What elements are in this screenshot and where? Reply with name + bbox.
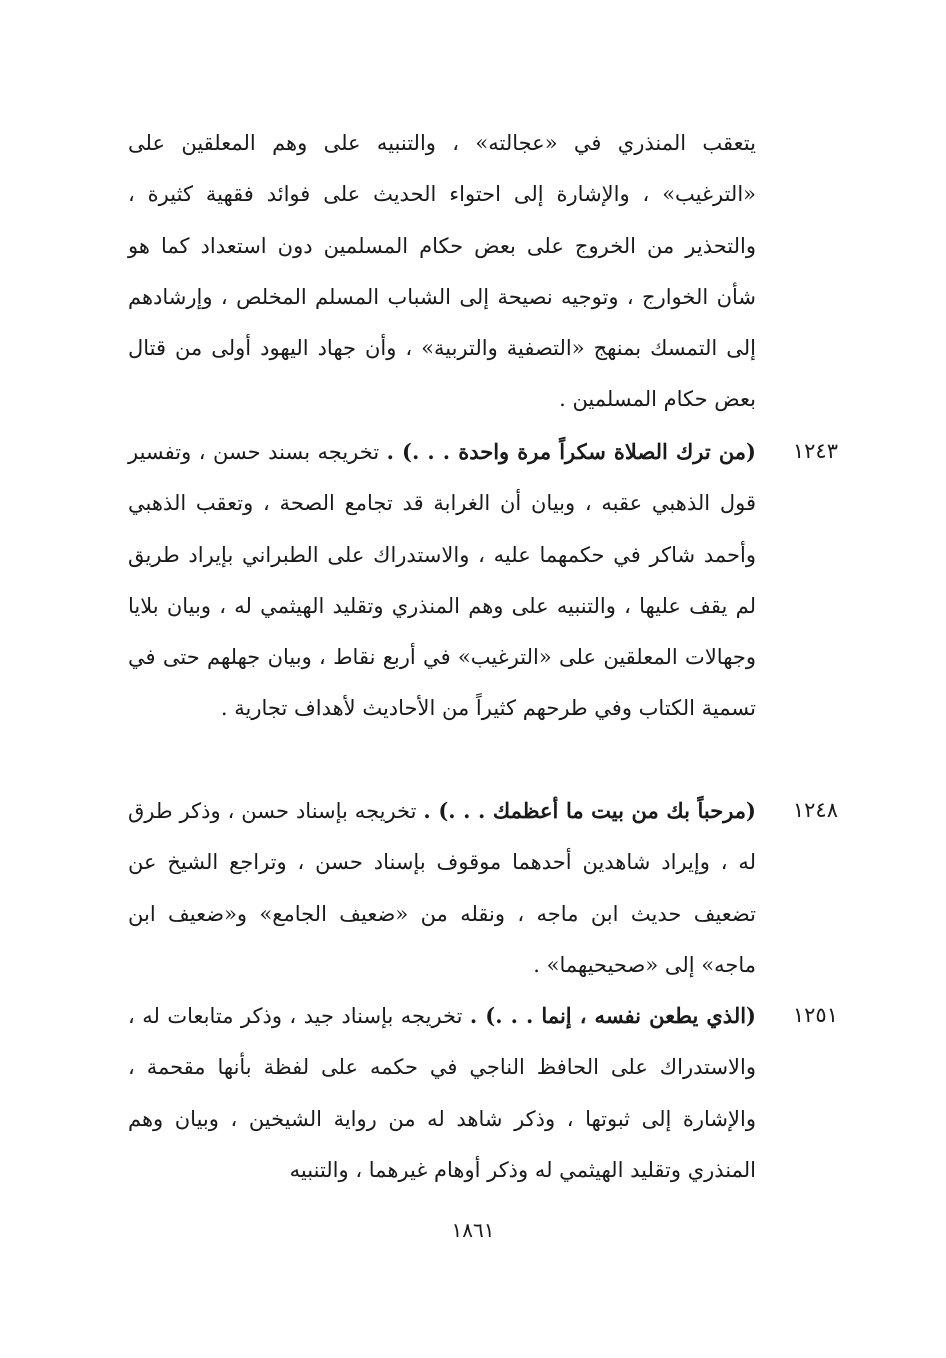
entry-title: (الذي يطعن نفسه ، إنما . . .) . — [469, 1003, 756, 1028]
entry-number: ١٢٤٨ — [792, 798, 838, 822]
entry-title: (من ترك الصلاة سكراً مرة واحدة . . .) . — [386, 439, 756, 464]
entry-title: (مرحباً بك من بيت ما أعظمك . . .) . — [423, 798, 756, 823]
entry-1251 — [128, 990, 838, 1196]
entry-description: تخريجه بإسناد حسن ، وذكر طرق له ، وإيراد شاهدين أحدهما موقوف بإسناد حسن ، وتراجع الشيخ عن تضعيف حديث ابن ماجه ، ونقله من «ضعيف الجامع» و«ضعيف ابن ماجه» إلى «صحيحيهما» . — [128, 799, 756, 977]
entry-number: ١٢٥١ — [792, 1003, 838, 1027]
entry-number: ١٢٤٣ — [792, 439, 838, 463]
entry-description: تخريجه بإسناد جيد ، وذكر متابعات له ، والاستدراك على الحافظ الناجي في حكمه على لفظة بأنها مقحمة ، والإشارة إلى ثبوتها ، وذكر شاهد له من رواية الشيخين ، وبيان وهم المنذري وتقليد الهيثمي له وذكر أوهام غيرهما ، والتنبيه — [128, 1004, 756, 1182]
entry-body — [128, 990, 756, 1196]
entry-body — [128, 785, 756, 991]
page-number: ١٨٦١ — [451, 1218, 495, 1242]
entry-1248 — [128, 785, 838, 991]
intro-paragraph: يتعقب المنذري في «عجالته» ، والتنبيه على وهم المعلقين على «الترغيب» ، والإشارة إلى احتواء الحديث على فوائد فقهية كثيرة ، والتحذير من الخروج على بعض حكام المسلمين دون استعداد كما هو شأن الخوارج ، وتوجيه نصيحة إلى الشباب المسلم المخلص ، وإرشادهم إلى التمسك بمنهج «التصفية والتربية» ، وأن جهاد اليهود أولى من قتال بعض حكام المسلمين . — [128, 131, 757, 412]
entry-description: تخريجه بسند حسن ، وتفسير قول الذهبي عقبه ، وبيان أن الغرابة قد تجامع الصحة ، وتعقب الذهبي وأحمد شاكر في حكمهما عليه ، والاستدراك على الطبراني بإيراد طريق لم يقف عليها ، والتنبيه على وهم المنذري وتقليد الهيثمي له ، وبيان بلايا وجهالات المعلقين على «الترغيب» في أربع نقاط ، وبيان جهلهم حتى في تسمية الكتاب وفي طرحهم كثيراً من الأحاديث لأهداف تجارية . — [128, 440, 756, 721]
entry-1243 — [128, 426, 838, 735]
entry-body — [128, 426, 756, 735]
